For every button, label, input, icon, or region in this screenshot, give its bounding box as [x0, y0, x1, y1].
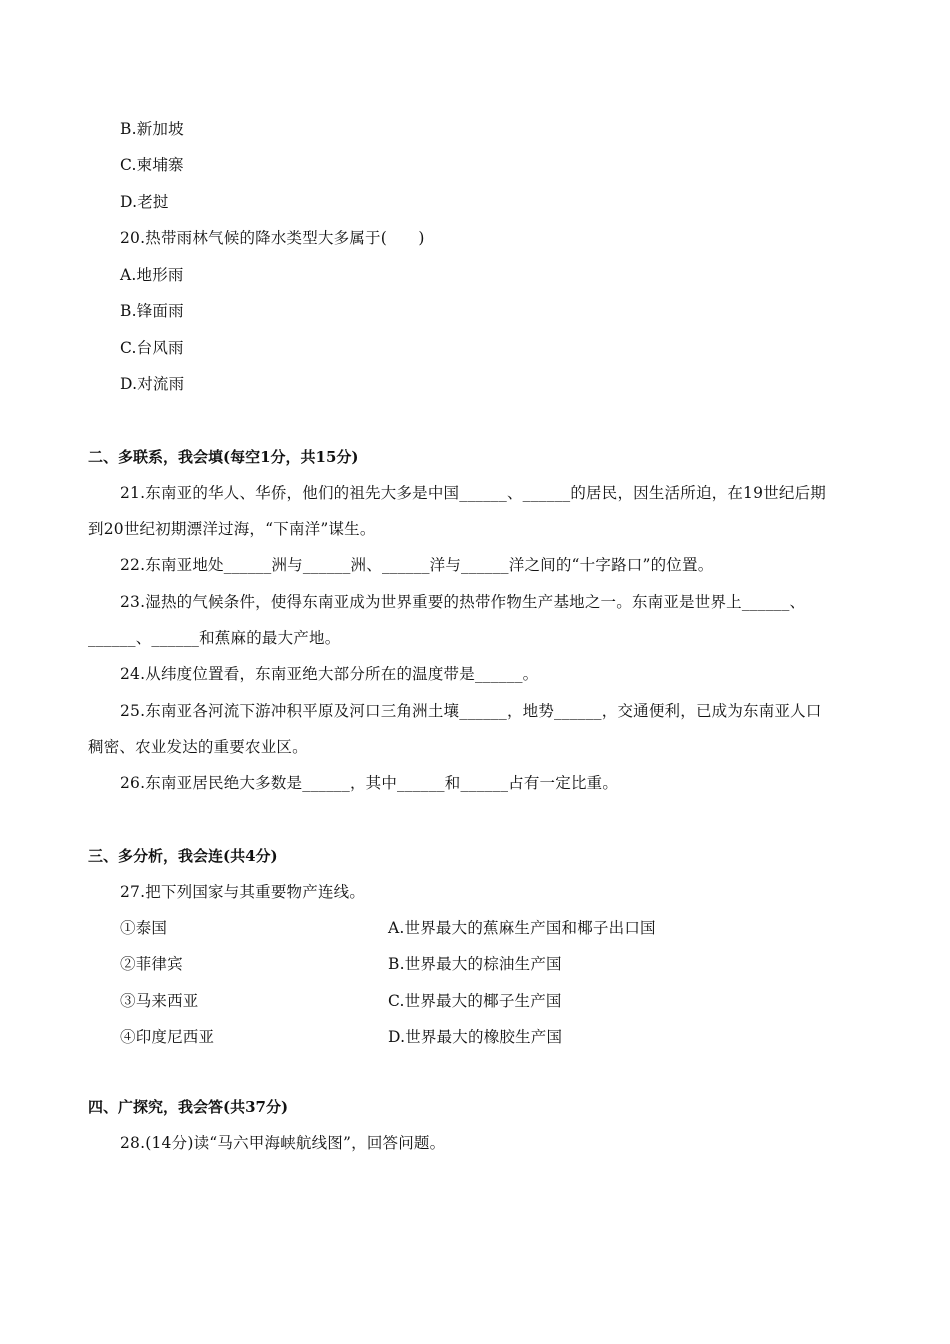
country-item: ①泰国 [120, 919, 168, 937]
q20-option-c: C.台风雨 [120, 339, 184, 357]
q20-stem: 20.热带雨林气候的降水类型大多属于( ) [120, 229, 425, 247]
q28-stem: 28.(14分)读“马六甲海峡航线图”，回答问题。 [120, 1134, 446, 1152]
q23-line1: 23.湿热的气候条件，使得东南亚成为世界重要的热带作物生产基地之一。东南亚是世界上______、 [120, 593, 806, 611]
q27-stem: 27.把下列国家与其重要物产连线。 [120, 883, 366, 901]
q20-option-d: D.对流雨 [120, 375, 185, 393]
section4-heading: 四、广探究，我会答(共37分) [88, 1098, 289, 1116]
country-item: ③马来西亚 [120, 992, 199, 1010]
q25-line2: 稠密、农业发达的重要农业区。 [88, 738, 308, 756]
q25-line1: 25.东南亚各河流下游冲积平原及河口三角洲土壤______，地势______，交通便利，已成为东南亚人口 [120, 702, 822, 720]
q23-line2: ______、______和蕉麻的最大产地。 [88, 629, 341, 647]
q24: 24.从纬度位置看，东南亚绝大部分所在的温度带是______。 [120, 665, 539, 683]
q19-option-c: C.柬埔寨 [120, 156, 184, 174]
product-item: A.世界最大的蕉麻生产国和椰子出口国 [388, 919, 656, 937]
country-item: ②菲律宾 [120, 955, 183, 973]
q19-option-b: B.新加坡 [120, 120, 184, 138]
q19-option-d: D.老挝 [120, 193, 169, 211]
q20-option-b: B.锋面雨 [120, 302, 184, 320]
section3-heading: 三、多分析，我会连(共4分) [88, 847, 278, 865]
product-item: B.世界最大的棕油生产国 [388, 955, 562, 973]
product-item: C.世界最大的椰子生产国 [388, 992, 562, 1010]
product-item: D.世界最大的橡胶生产国 [388, 1028, 563, 1046]
q26: 26.东南亚居民绝大多数是______，其中______和______占有一定比重。 [120, 774, 619, 792]
section2-heading: 二、多联系，我会填(每空1分，共15分) [88, 448, 359, 466]
q21-line1: 21.东南亚的华人、华侨，他们的祖先大多是中国______、______的居民，因生活所迫，在19世纪后期 [120, 484, 826, 502]
country-item: ④印度尼西亚 [120, 1028, 215, 1046]
q20-option-a: A.地形雨 [120, 266, 184, 284]
q21-line2: 到20世纪初期漂洋过海，“下南洋”谋生。 [88, 520, 376, 538]
q22: 22.东南亚地处______洲与______洲、______洋与______洋之间的“十字路口”的位置。 [120, 556, 714, 574]
